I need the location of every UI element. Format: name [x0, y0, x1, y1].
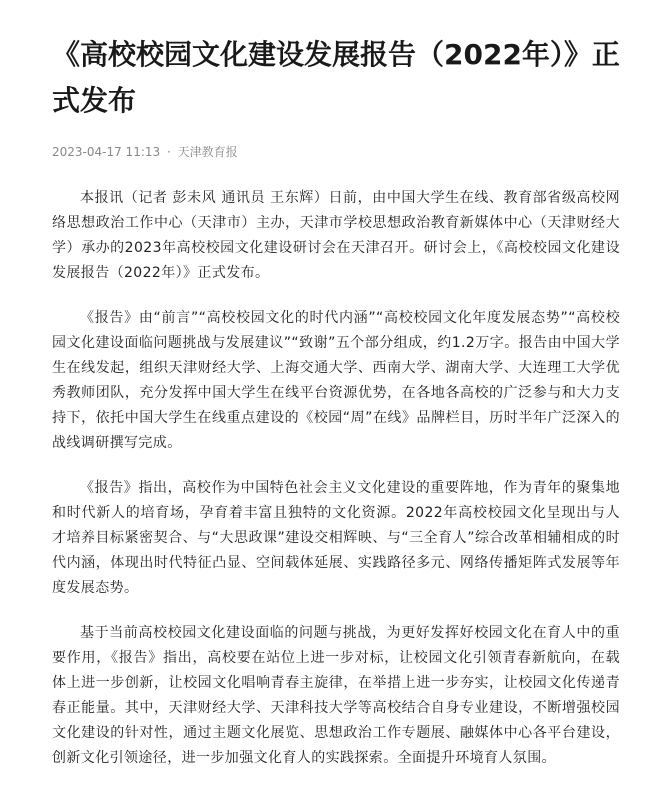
article-body [52, 186, 620, 771]
article [52, 0, 620, 791]
article-source: 天津教育报 [177, 145, 238, 159]
article-meta [52, 144, 620, 160]
publish-date: 2023-04-17 11:13 [52, 145, 161, 159]
paragraph: 基于当前高校校园文化建设面临的问题与挑战，为更好发挥好校园文化在育人中的重要作用，《报告》指出，高校要在站位上进一步对标，让校园文化引领青春新航向，在载体上进一步创新，让校园文化唱响青春主旋律，在举措上进一步夯实，让校园文化传递青春正能量。其中，天津财经大学、天津科技大学等高校结合自身专业建设，不断增强校园文化建设的针对性，通过主题文化展览、思想政治工作专题展、融媒体中心各平台建设，创新文化引领途径，进一步加强文化育人的实践探索。全面提升环境育人氛围。 [52, 625, 620, 766]
article-title: 《高校校园文化建设发展报告（2022年）》正式发布 [52, 38, 620, 117]
meta-separator: · [166, 145, 171, 159]
paragraph: 《报告》指出，高校作为中国特色社会主义文化建设的重要阵地，作为青年的聚集地和时代新人的培育场，孕育着丰富且独特的文化资源。2022年高校校园文化呈现出与人才培养目标紧密契合、与“大思政课”建设交相辉映、与“三全育人”综合改革相辅相成的时代内涵，体现出时代特征凸显、空间载体延展、实践路径多元、网络传播矩阵式发展等年度发展态势。 [52, 480, 620, 596]
paragraph: 本报讯（记者 彭未风 通讯员 王东辉）日前，由中国大学生在线、教育部省级高校网络思想政治工作中心（天津市）主办，天津市学校思想政治教育新媒体中心（天津财经大学）承办的2023年高校校园文化建设研讨会在天津召开。研讨会上，《高校校园文化建设发展报告（2022年）》正式发布。 [52, 190, 620, 281]
paragraph: 《报告》由“前言”“高校校园文化的时代内涵”“高校校园文化年度发展态势”“高校校园文化建设面临问题挑战与发展建议”“致谢”五个部分组成，约1.2万字。报告由中国大学生在线发起，组织天津财经大学、上海交通大学、西南大学、湖南大学、大连理工大学优秀教师团队，充分发挥中国大学生在线平台资源优势，在各地各高校的广泛参与和大力支持下，依托中国大学生在线重点建设的《校园“周”在线》品牌栏目，历时半年广泛深入的战线调研撰写完成。 [52, 310, 620, 451]
